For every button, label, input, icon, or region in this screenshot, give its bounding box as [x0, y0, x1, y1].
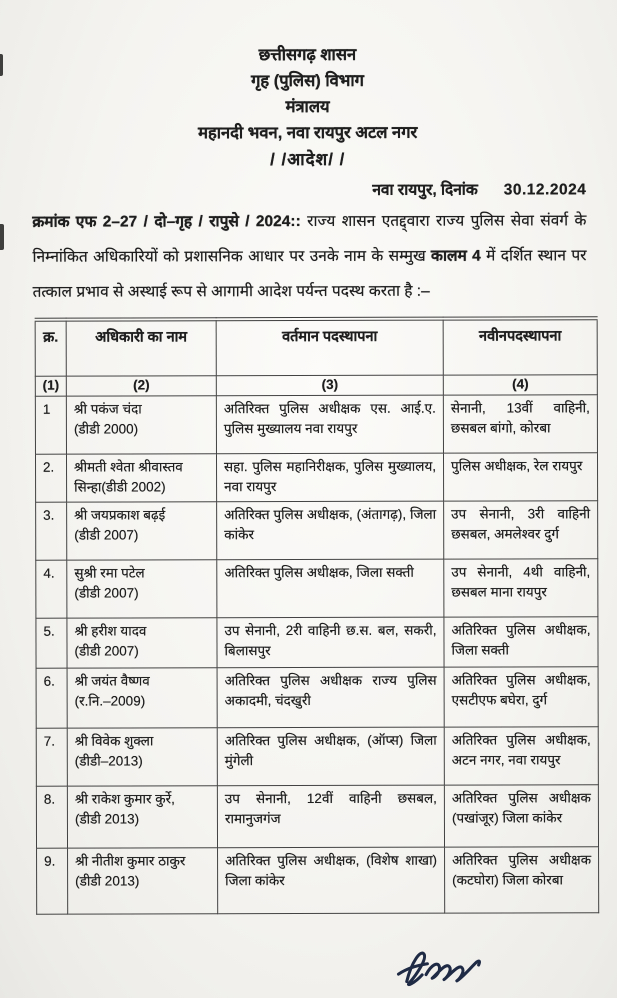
government-name: छत्तीसगढ़ शासन — [258, 45, 357, 65]
officer-name: श्री पकंज चंदा — [73, 401, 142, 417]
address-line: महानदी भवन, नवा रायपुर अटल नगर — [198, 123, 418, 143]
cell-current-posting: अतिरिक्त पुलिस अधीक्षक, (अंतागढ़), जिला कांकेर — [217, 501, 444, 560]
column-number-3: (3) — [216, 375, 443, 396]
cell-new-posting: पुलिस अधीक्षक, रेल रायपुर — [443, 453, 597, 501]
cell-officer-name — [67, 560, 217, 618]
table-row — [37, 847, 599, 914]
letterhead — [0, 0, 616, 175]
officer-batch: (डीडी 2000) — [73, 421, 139, 437]
table-row — [36, 667, 598, 728]
department-name: गृह (पुलिस) विभाग — [251, 71, 364, 91]
cell-current-posting: अतिरिक्त पुलिस अधीक्षक, (विशेष शाखा) जिला कांकेर — [218, 847, 445, 914]
cell-serial: 2. — [35, 454, 66, 502]
cell-officer-name — [67, 618, 217, 668]
table-row — [36, 727, 598, 786]
cell-new-posting: अतिरिक्त पुलिस अधीक्षक, जिला सक्ती — [444, 617, 598, 667]
cell-current-posting: अतिरिक्त पुलिस अधीक्षक एस. आई.ए. पुलिस मुख्यालय नवा रायपुर — [216, 395, 443, 454]
cell-new-posting: अतिरिक्त पुलिस अधीक्षक (कटघोरा) जिला कोरबा — [445, 847, 599, 913]
officer-batch: सिन्हा(डीडी 2002) — [74, 479, 166, 495]
cell-new-posting: उप सेनानी, 4थी वाहिनी, छसबल माना रायपुर — [444, 559, 598, 617]
order-body-text: राज्य शासन एतद्द्वारा राज्य पुलिस सेवा संवर्ग के निम्नांकित अधिकारियों को प्रशासनिक आधार पर उनके नाम के सम्मुख — [32, 212, 587, 266]
cell-serial: 5. — [36, 618, 67, 668]
cell-new-posting: सेनानी, 13वीं वाहिनी, छसबल बांगो, कोरबा — [443, 395, 597, 453]
cell-serial: 6. — [36, 668, 67, 728]
order-date: 30.12.2024 — [503, 181, 587, 199]
cell-officer-name — [66, 396, 216, 454]
signature-icon — [391, 933, 512, 993]
officer-name: श्री हरीश यादव — [74, 623, 147, 639]
column-header-current-posting: वर्तमान पदस्थापना — [216, 319, 443, 376]
cell-officer-name — [67, 728, 217, 786]
cell-serial: 8. — [36, 786, 67, 848]
table-row — [36, 617, 598, 668]
order-body-text-2: में दर्शित स्थान पर तत्काल प्रभाव से अस्थाई रूप से आगामी आदेश पर्यन्त पदस्थ करता है :– — [32, 247, 587, 301]
cell-current-posting: अतिरिक्त पुलिस अधीक्षक, जिला सक्ती — [217, 559, 444, 618]
order-paragraph — [32, 203, 586, 309]
officer-batch: (र.नि.–2009) — [74, 693, 146, 709]
column-number-4: (4) — [443, 375, 597, 395]
officer-name: श्री नीतीश कुमार ठाकुर — [75, 853, 186, 869]
cell-officer-name — [66, 454, 216, 502]
column-number-2: (2) — [66, 376, 216, 396]
table-row — [36, 785, 598, 848]
cell-serial: 7. — [36, 728, 67, 786]
column-header-serial: क्र. — [35, 320, 66, 377]
officer-batch: (डीडी 2013) — [74, 811, 140, 827]
cell-new-posting: अतिरिक्त पुलिस अधीक्षक (पखांजूर) जिला कांकेर — [444, 785, 598, 847]
officer-name: श्रीमती श्वेता श्रीवास्तव — [74, 459, 183, 475]
place-date-line — [0, 177, 616, 201]
cell-current-posting: उप सेनानी, 12वीं वाहिनी छसबल, रामानुजगंज — [217, 785, 444, 848]
column-number-1: (1) — [35, 376, 66, 396]
officer-name: श्री राकेश कुमार कुर्रे, — [74, 791, 175, 807]
cell-serial: 3. — [36, 502, 67, 560]
officer-posting-table — [35, 316, 600, 914]
cell-new-posting: अतिरिक्त पुलिस अधीक्षक, एसटीएफ बघेरा, दुर्ग — [444, 667, 598, 727]
officer-batch: (डीडी 2013) — [75, 873, 140, 889]
cell-new-posting: अतिरिक्त पुलिस अधीक्षक, अटन नगर, नवा रायपुर — [444, 727, 598, 785]
cell-serial: 9. — [37, 848, 68, 914]
place-label: नवा रायपुर, दिनांक — [372, 181, 478, 199]
officer-batch: (डीडी 2007) — [74, 527, 139, 543]
column-header-officer-name: अधिकारी का नाम — [66, 319, 216, 376]
table-row — [35, 453, 597, 502]
table-header — [35, 318, 597, 396]
officer-batch: (डीडी–2013) — [74, 753, 143, 769]
officer-name: श्री विवेक शुक्ला — [74, 733, 154, 749]
cell-current-posting: सहा. पुलिस महानिरीक्षक, पुलिस मुख्यालय, नवा रायपुर — [216, 453, 443, 502]
table-row — [36, 559, 598, 618]
officer-name: श्री जयप्रकाश बढ़ई — [74, 507, 166, 523]
officer-batch: (डीडी 2007) — [74, 643, 139, 659]
order-column-ref: कालम 4 — [431, 247, 481, 265]
cell-serial: 1 — [35, 396, 66, 454]
ministry-label: मंत्रालय — [285, 97, 330, 117]
cell-officer-name — [67, 786, 217, 848]
cell-serial: 4. — [36, 560, 67, 618]
officer-batch: (डीडी 2007) — [74, 585, 139, 601]
cell-officer-name — [67, 668, 217, 728]
column-header-new-posting: नवीनपदस्थापना — [443, 318, 597, 375]
order-reference-number: क्रमांक एफ 2–27 / दो–गृह / रापुसे / 2024:: — [32, 213, 301, 231]
officer-table-body — [35, 395, 598, 914]
cell-current-posting: अतिरिक्त पुलिस अधीक्षक राज्य पुलिस अकादमी, चंदखुरी — [217, 667, 444, 728]
cell-new-posting: उप सेनानी, 3री वाहिनी छसबल, अमलेश्वर दुर्ग — [444, 501, 598, 559]
officer-name: सुश्री रमा पटेल — [74, 565, 145, 581]
cell-officer-name — [67, 502, 217, 560]
table-row — [36, 501, 598, 560]
cell-officer-name — [68, 848, 218, 914]
officer-name: श्री जयंत वैष्णव — [74, 673, 150, 689]
order-heading: / /आदेश/ / — [270, 149, 346, 170]
cell-current-posting: उप सेनानी, 2री वाहिनी छ.स. बल, सकरी, बिलासपुर — [217, 617, 444, 668]
table-row — [35, 395, 597, 454]
cell-current-posting: अतिरिक्त पुलिस अधीक्षक, (ऑप्स) जिला मुंगेली — [217, 727, 444, 786]
